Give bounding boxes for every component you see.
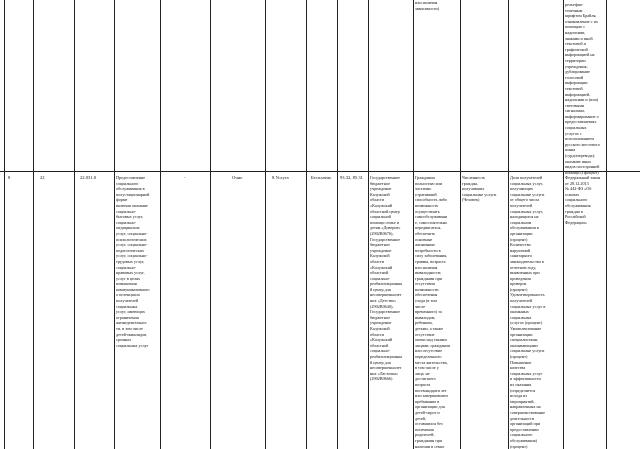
cell-recipients: Гражданин полностью или частично утративший способность либо возможность осуществлять самообслуживани e, самостоятельно передвигаться, обеспечить основные жизненные потребности в силу заболевания, травмы, возраста или наличия инвалидности; гражданин при отсутствии возможности обеспечения ухода (в том числе временного) за инвалидом, ребенком, детьми, а также отсутствие опеки над такими лицами; гражданин или отсутствие определенного места жительства, в том числе у лица, не достигшего возраста восемнадцати лет или завершившего пребывание в организации для детей-сирот и детей, оставшихся без попечения родителей; гражданин при наличии в семье [415,175,450,449]
cell-service-code: 22.031.0 [80,175,97,180]
table-column-divider [160,0,161,449]
cell-top-recipients-tail: или наличия зависимости) [415,0,440,11]
table-column-divider [33,0,34,449]
table-column-divider [265,0,266,449]
cell-quality-indicators: Доля получателей социальных услуг, получающих социальные услуги от общего числа получателей социальных услуг, находящихся на социальном обслуживании в организации (процент) Количество нарушений санитарного законодательства в отчетном году, выявленных при проведении проверок (процент) Удовлетворенность получателей социальных услуг в оказанных социальных услугах (процент) Укомплектование организации специалистами, оказывающими социальные услуги (процент) Повышение качества социальных услуг и эффективности их оказания (определяется исходя из мероприятий, направленных на совершенствование деятельности организаций при предоставлении социального обслуживания) (процент) [510,175,546,449]
cell-top-quality-tail: рельефно- точечным шрифтом Брайля, ознакомление с их помощью с надписями, знаками и иной текстовой и графической информацией на территории учреждения; дублирование голосовой информации текстовой информацией, надписями и (или) световыми сигналами, информирование о предоставляемых социальных услугах с использованием русского жестового языка (сурдоперевода); оказание иных видов посторонней помощи (Процент) [565,2,600,175]
table-column-divider [460,0,461,449]
cell-empty-dash: - [184,175,186,180]
cell-legal-basis: Федеральный закон от 28.12.2013 № 442-ФЗ «Об основах социального обслуживания граждан в Российской Федерации» [565,175,601,225]
cell-service-type: 8.Услуга [272,175,289,180]
table-column-divider [114,0,115,449]
table-row-divider [0,171,640,172]
cell-service-name: Предоставление социального обслуживания в полустационарной форме включая оказание социально- бытовых услуг, социально- медицинских услуг, социально- психологических услуг, социально- педагогических услуг, социально- трудовых услуг, социально- правовых услуг, услуг в целях повышения коммуникативного о потенциала получателей социальных услуг, имеющих ограничения жизнедеятельнос ти, в том числе детей-инвалидов, срочных социальных услуг [116,175,150,348]
table-column-divider [210,0,211,449]
cell-row-number: 8 [8,175,11,180]
cell-institutions: Государственное бюджетное учреждение Калужской области «Калужский областной центр социальной помощи семье и детям «Доверие» (2902B0676), Государственное бюджетное учреждение Калужской области «Калужский областной социально- реабилитационны й центр для несовершеннолет них «Детство» (2902B0640), Государственное бюджетное учреждение Калужской области «Калужский областной социально- реабилитационны й центр для несовершеннолет них «Ласточка» (2902B0666) [370,175,403,382]
table-column-divider [368,0,369,449]
cell-okved-codes: 93.32, 85.31 [340,175,363,180]
table-column-divider [306,0,307,449]
cell-service-form: Очно [232,175,243,180]
table-column-divider [413,0,414,449]
cell-volume-indicator: Численность граждан, получивших социальные услуги (Человек) [462,175,497,203]
table-column-divider [508,0,509,449]
cell-payment: Бесплатно [311,175,332,180]
table-column-divider [337,0,338,449]
cell-registry-number: 22 [40,175,45,180]
table-column-divider [74,0,75,449]
table-column-divider [563,0,564,449]
table-column-divider [4,0,5,449]
